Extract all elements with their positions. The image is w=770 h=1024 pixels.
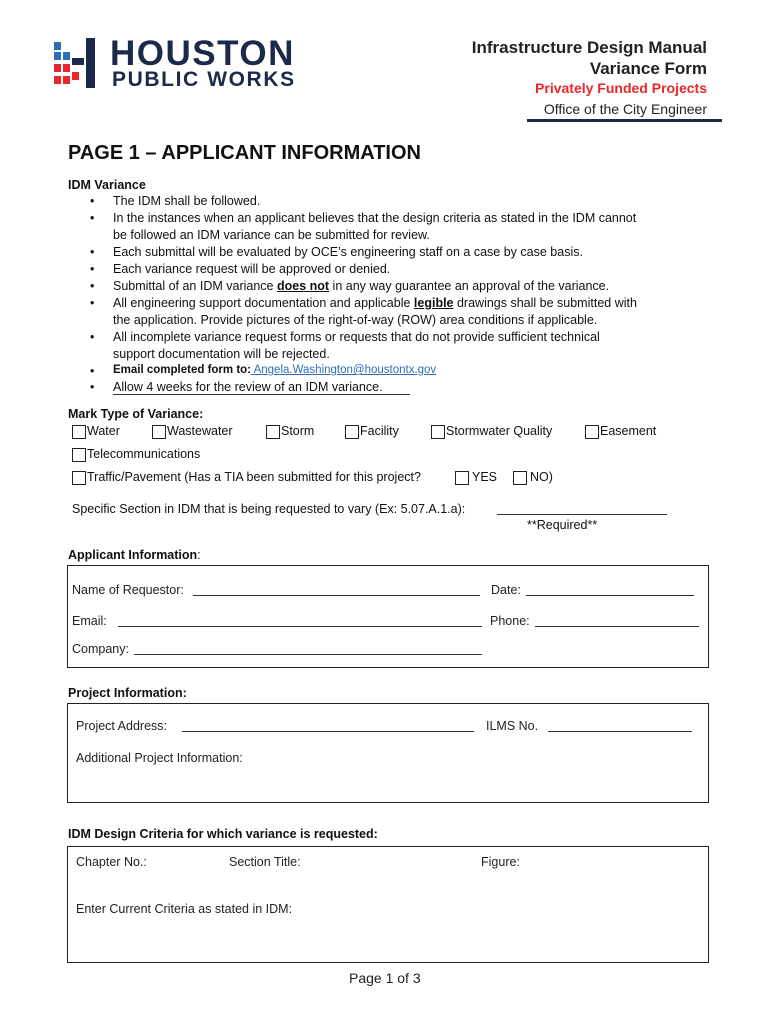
traffic-pavement-label: Traffic/Pavement (Has a TIA been submitted for this project? <box>87 470 421 484</box>
bullet-icon: • <box>90 279 95 293</box>
company-input[interactable] <box>134 654 482 655</box>
page-number: Page 1 of 3 <box>349 970 421 986</box>
ilms-label: ILMS No. <box>486 719 539 733</box>
facility-label: Facility <box>360 424 399 438</box>
idm-bullet: All incomplete variance request forms or requests that do not provide sufficient technical <box>113 330 600 344</box>
idm-bullet: The IDM shall be followed. <box>113 194 261 208</box>
bullet-icon: • <box>90 262 95 276</box>
chapter-label: Chapter No.: <box>76 855 147 869</box>
project-heading: Project Information: <box>68 686 187 700</box>
idm-bullet-email: Email completed form to: Angela.Washington@houstontx.gov <box>113 364 437 376</box>
criteria-heading: IDM Design Criteria for which variance is requested: <box>68 827 378 841</box>
applicant-heading: Applicant Information: <box>68 548 201 562</box>
header-subtitle: Variance Form <box>589 59 707 78</box>
easement-checkbox[interactable] <box>585 425 599 439</box>
figure-label: Figure: <box>481 855 520 869</box>
bullet-icon: • <box>90 211 95 225</box>
phone-label: Phone: <box>490 614 530 628</box>
phone-input[interactable] <box>535 626 699 627</box>
logo-text-public-works: PUBLIC WORKS <box>112 68 296 91</box>
wastewater-label: Wastewater <box>167 424 233 438</box>
email-link[interactable]: Angela.Washington@houstontx.gov <box>251 364 437 376</box>
idm-bullet: All engineering support documentation and applicable legible drawings shall be submitted with <box>113 296 637 310</box>
ilms-input[interactable] <box>548 731 692 732</box>
idm-bullet: In the instances when an applicant believes that the design criteria as stated in the IDM cannot <box>113 211 637 225</box>
idm-bullet: Allow 4 weeks for the review of an IDM variance. <box>113 380 383 394</box>
telecommunications-checkbox[interactable] <box>72 448 86 462</box>
idm-bullet-cont: the application. Provide pictures of the right-of-way (ROW) area conditions if applicable. <box>113 313 598 327</box>
underline-divider <box>113 394 410 395</box>
page-title: PAGE 1 – APPLICANT INFORMATION <box>68 142 421 164</box>
idm-variance-heading: IDM Variance <box>68 178 146 192</box>
additional-info-label: Additional Project Information: <box>76 751 243 765</box>
project-address-label: Project Address: <box>76 719 168 733</box>
idm-section-label: Specific Section in IDM that is being requested to vary (Ex: 5.07.A.1.a): <box>72 502 466 516</box>
date-label: Date: <box>491 583 521 597</box>
requestor-name-label: Name of Requestor: <box>72 583 184 597</box>
idm-section-input[interactable] <box>497 514 667 515</box>
header-title: Infrastructure Design Manual <box>471 38 707 57</box>
idm-bullet-cont: be followed an IDM variance can be submitted for review. <box>113 228 430 242</box>
company-label: Company: <box>72 642 129 656</box>
easement-label: Easement <box>600 424 657 438</box>
bullet-icon: • <box>90 330 95 344</box>
stormwater-quality-label: Stormwater Quality <box>446 424 553 438</box>
traffic-pavement-checkbox[interactable] <box>72 471 86 485</box>
idm-bullet: Each variance request will be approved or denied. <box>113 262 391 276</box>
houston-public-works-logo-icon <box>54 38 102 88</box>
requestor-name-input[interactable] <box>193 595 480 596</box>
required-note: **Required** <box>527 518 598 532</box>
bullet-icon: • <box>90 380 95 394</box>
header-divider <box>527 119 722 122</box>
idm-bullet-cont: support documentation will be rejected. <box>113 347 330 361</box>
header-office: Office of the City Engineer <box>543 101 707 117</box>
applicant-info-box <box>67 565 709 668</box>
logo-text-houston: HOUSTON <box>110 34 295 73</box>
bullet-icon: • <box>90 245 95 259</box>
idm-bullet: Each submittal will be evaluated by OCE’s engineering staff on a case by case basis. <box>113 245 583 259</box>
facility-checkbox[interactable] <box>345 425 359 439</box>
telecommunications-label: Telecommunications <box>87 447 201 461</box>
storm-checkbox[interactable] <box>266 425 280 439</box>
current-criteria-label: Enter Current Criteria as stated in IDM: <box>76 902 293 916</box>
bullet-icon: • <box>90 296 95 310</box>
stormwater-quality-checkbox[interactable] <box>431 425 445 439</box>
tia-no-checkbox[interactable] <box>513 471 527 485</box>
email-input[interactable] <box>118 626 482 627</box>
email-label: Email: <box>72 614 107 628</box>
header-funding: Privately Funded Projects <box>535 80 707 96</box>
bullet-icon: • <box>90 194 95 208</box>
storm-label: Storm <box>281 424 315 438</box>
wastewater-checkbox[interactable] <box>152 425 166 439</box>
variance-type-heading: Mark Type of Variance: <box>68 407 204 421</box>
tia-yes-label: YES <box>472 470 498 484</box>
project-address-input[interactable] <box>182 731 474 732</box>
tia-yes-checkbox[interactable] <box>455 471 469 485</box>
idm-bullet: Submittal of an IDM variance does not in any way guarantee an approval of the variance. <box>113 279 610 293</box>
water-checkbox[interactable] <box>72 425 86 439</box>
tia-no-label: NO) <box>530 470 553 484</box>
date-input[interactable] <box>526 595 694 596</box>
water-label: Water <box>87 424 120 438</box>
bullet-icon: • <box>90 364 95 378</box>
section-title-label: Section Title: <box>229 855 301 869</box>
